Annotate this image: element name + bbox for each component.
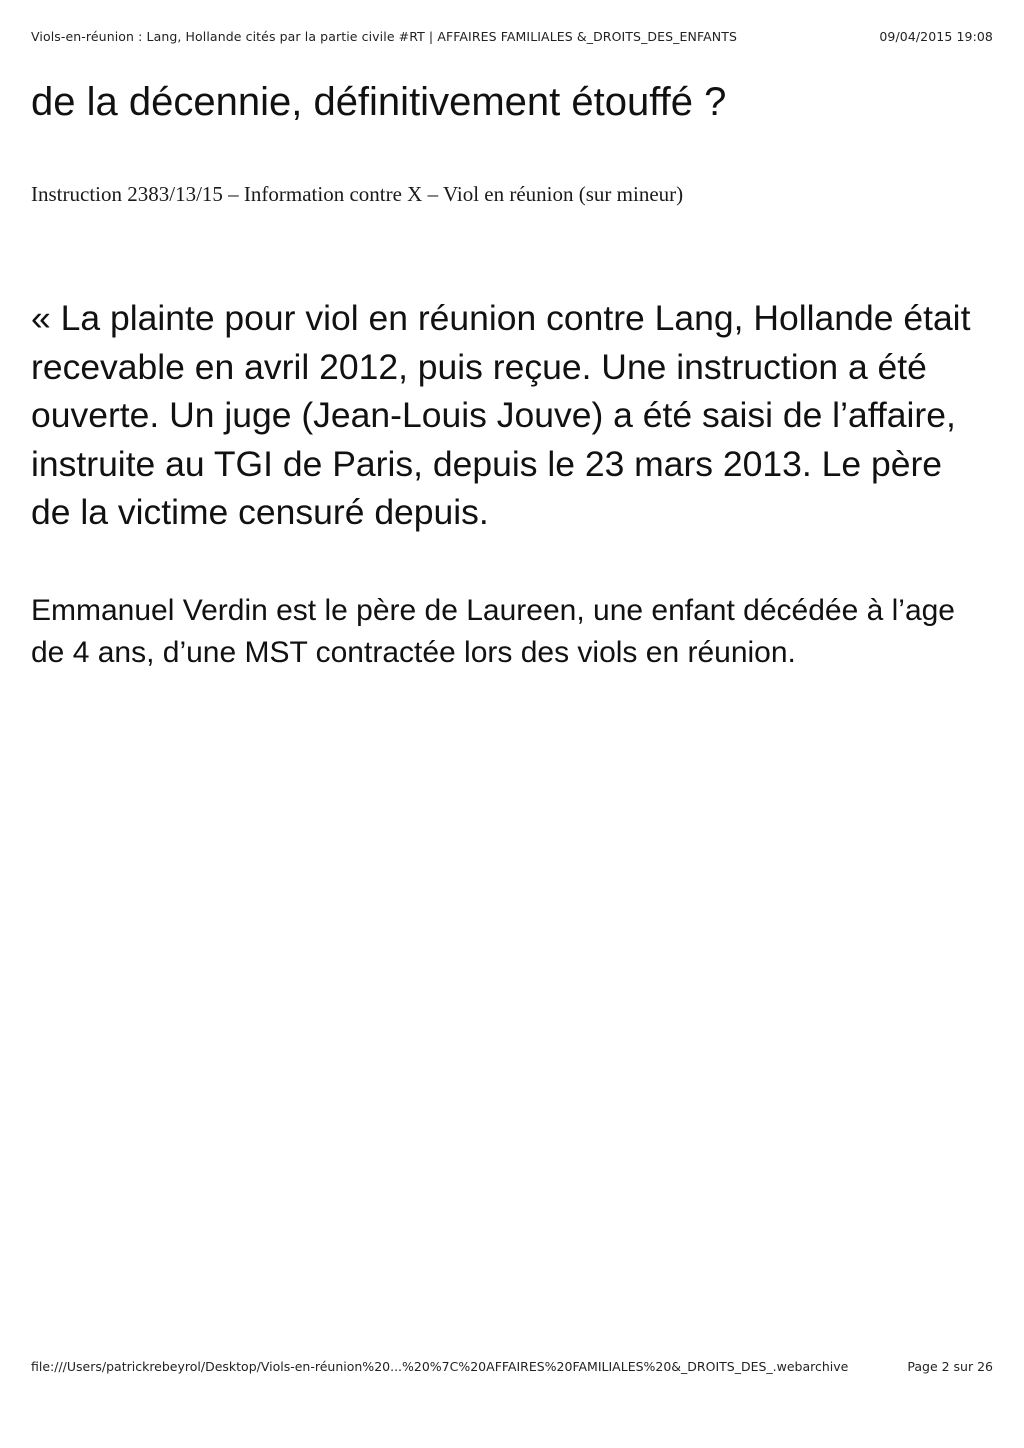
file-path: file:///Users/patrickrebeyrol/Desktop/Viols-en-réunion%20...%20%7C%20AFFAIRES%20FAMILIALES%20&_DROITS_DES_.webarchive — [31, 1359, 849, 1374]
document-title: Viols-en-réunion : Lang, Hollande cités par la partie civile #RT | AFFAIRES FAMILIALES &_DROITS_DES_ENFANTS — [31, 29, 737, 44]
quote-paragraph: « La plainte pour viol en réunion contre Lang, Hollande était recevable en avril 2012, puis reçue. Une instruction a été ouverte. Un juge (Jean-Louis Jouve) a été saisi de l’affaire, instruite au TGI de Paris, depuis le 23 mars 2013. Le père de la victime censuré depuis. — [31, 298, 971, 532]
body-paragraph: Emmanuel Verdin est le père de Laureen, une enfant décédée à l’age de 4 ans, d’une MST contractée lors des viols en réunion. — [31, 594, 955, 669]
instruction-reference: Instruction 2383/13/15 – Information contre X – Viol en réunion (sur mineur) — [31, 182, 684, 206]
print-header — [31, 29, 993, 47]
print-footer — [31, 1359, 993, 1377]
page-indicator: Page 2 sur 26 — [907, 1359, 993, 1374]
article-heading-continuation: de la décennie, définitivement étouffé ? — [31, 80, 727, 124]
printed-datetime: 09/04/2015 19:08 — [879, 29, 993, 44]
